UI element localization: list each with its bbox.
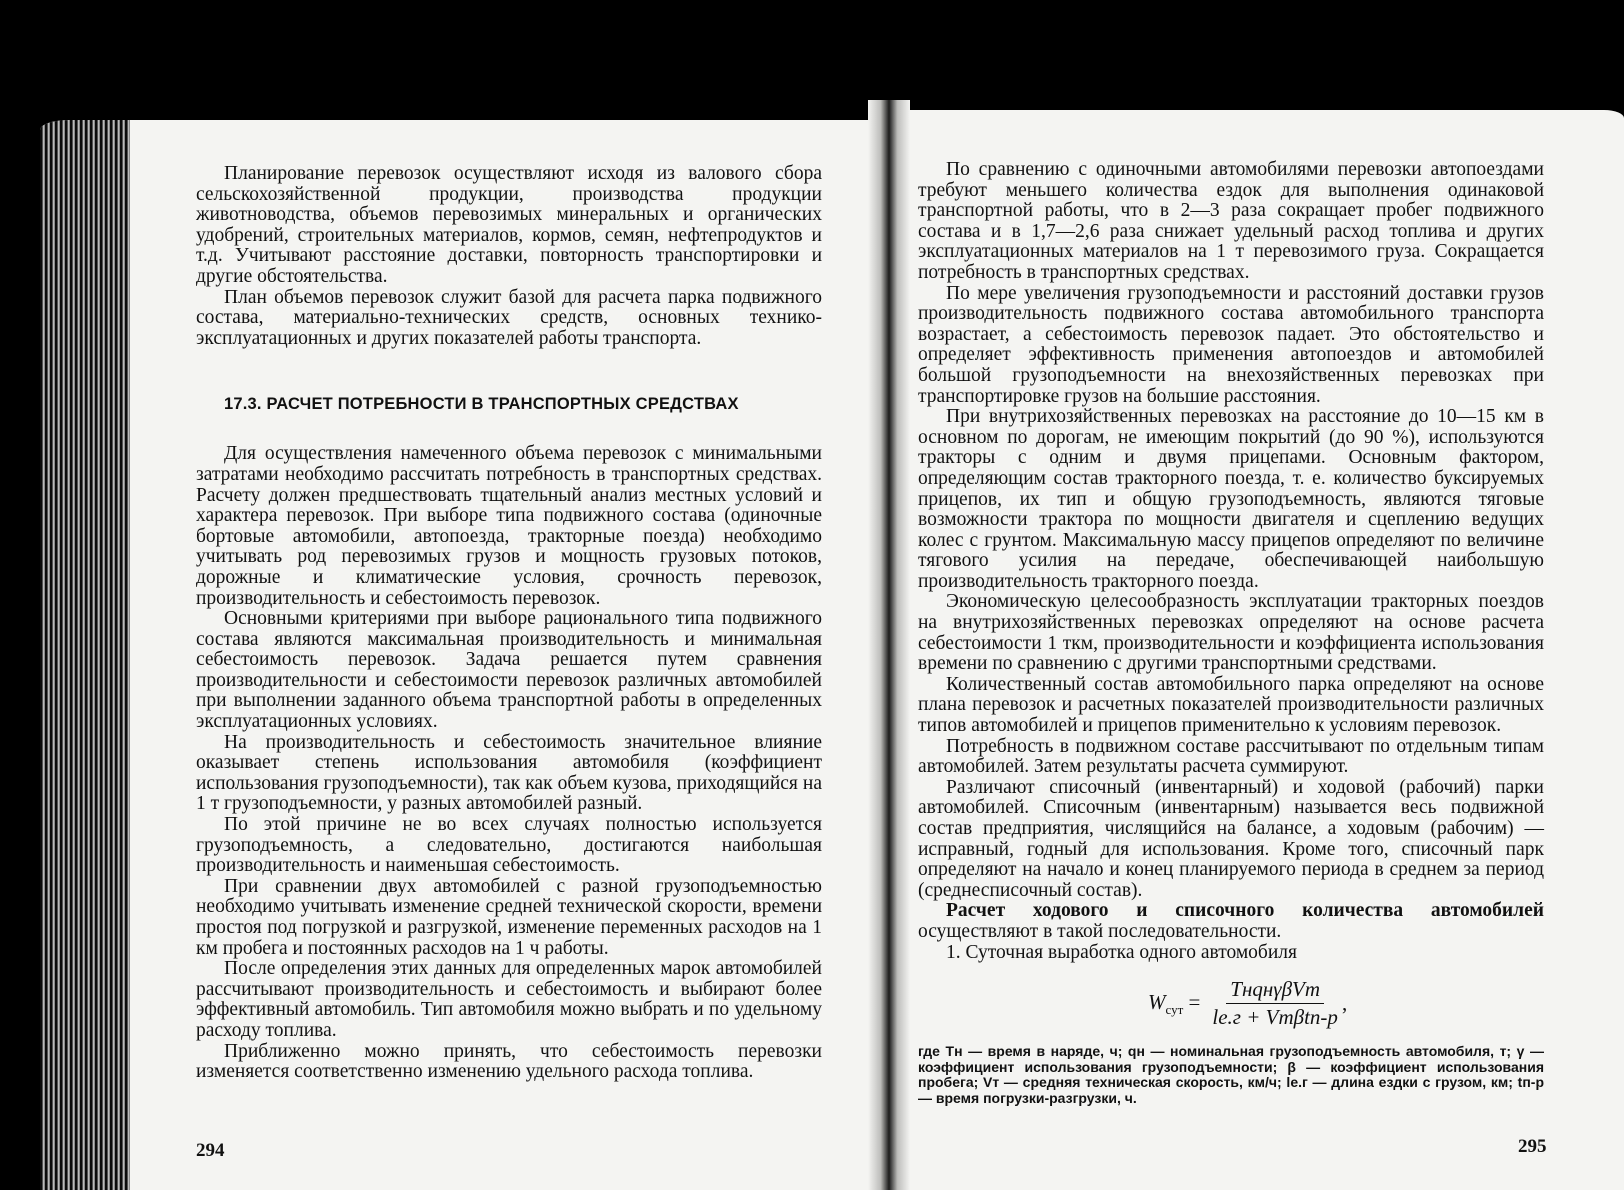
paragraph: Основными критериями при выборе рационального типа подвижного состава являются максимальная производительность и минимальная себестоимость перевозок. Задача решается путем сравнения производительности и себестоимости перевозок различных автомобилей при выполнении заданного объема транспортной работы в определенных эксплуатационных условиях.	[196, 608, 822, 733]
paragraph: По мере увеличения грузоподъемности и расстояний доставки грузов производительность подвижного состава автомобильного транспорта возрастает, а себестоимость перевозок падает. Это обстоятельство и определяет эффективность применения автопоездов и автомобилей большой грузоподъемности на внехозяйственных перевозках при транспортировке грузов на большие расстояния.	[918, 282, 1544, 407]
paragraph: Для осуществления намеченного объема перевозок с минимальными затратами необходимо рассчитать потребность в транспортных средствах. Расчету должен предшествовать тщательный анализ местных условий и характера перевозок. При выборе типа подвижного состава (одиночные бортовые автомобили, автопоезда, тракторные поезда) необходимо учитывать род перевозимых грузов и мощность грузовых потоков, дорожные и климатические условия, срочность перевозок, производительность и себестоимость перевозок.	[196, 443, 822, 609]
paragraph: После определения этих данных для определенных марок автомобилей рассчитывают производительность и себестоимость и выбирают более эффективный автомобиль. Тип автомобиля можно выбрать и по удельному расходу топлива.	[196, 958, 822, 1041]
bold-lead-rest: осуществляют в такой последовательности.	[918, 920, 1282, 942]
page-number-left: 294	[196, 1140, 225, 1161]
right-column	[918, 160, 1544, 1106]
paragraph-bold-lead	[918, 901, 1544, 942]
section-title: 17.3. РАСЧЕТ ПОТРЕБНОСТИ В ТРАНСПОРТНЫХ СРЕДСТВАХ	[224, 395, 739, 414]
formula	[1148, 977, 1544, 1030]
formula-fraction	[1208, 977, 1342, 1030]
page-number-right: 295	[1518, 1136, 1547, 1157]
left-column	[196, 164, 822, 1083]
paragraph: Приближенно можно принять, что себестоимость перевозки изменяется соответственно изменению удельного расхода топлива.	[196, 1040, 822, 1083]
paragraph: Планирование перевозок осуществляют исходя из валового сбора сельскохозяйственной продукции, производства продукции животноводства, объемов перевозимых минеральных и органических удобрений, строительных материалов, кормов, семян, нефтепродуктов и т.д. Учитывают расстояние доставки, повторность транспортировки и другие обстоятельства.	[196, 163, 822, 287]
formula-numerator: TнqнγβVт	[1226, 977, 1324, 1004]
page-edges	[40, 120, 130, 1190]
formula-lhs: $W_{сут}$ =	[1148, 989, 1201, 1017]
paragraph: Экономическую целесообразность эксплуатации тракторных поездов на внутрихозяйственных перевозках определяют на основе расчета себестоимости 1 ткм, производительности и коэффициента использования времени по сравнению с другими транспортными средствами.	[918, 591, 1544, 675]
paragraph: При сравнении двух автомобилей с разной грузоподъемностью необходимо учитывать изменение средней технической скорости, времени простоя под погрузкой и разгрузкой, изменение переменных расходов на 1 км пробега и постоянных расходов на 1 ч работы.	[196, 875, 822, 959]
paragraph: По сравнению с одиночными автомобилями перевозки автопоездами требуют меньшего количества ездок для выполнения одинаковой транспортной работы, что в 2—3 раза сокращает пробег подвижного состава и в 1,7—2,6 раза снижает удельный расход топлива и других эксплуатационных материалов на 1 т перевозимого груза. Сокращается потребность в транспортных средствах.	[918, 159, 1544, 283]
book-gutter	[868, 100, 910, 1190]
step-1: 1. Суточная выработка одного автомобиля	[946, 941, 1297, 963]
paragraph: Количественный состав автомобильного парка определяют на основе плана перевозок и расчетных показателей производительности различных типов автомобилей и прицепов применительно к условиям перевозок.	[918, 673, 1544, 737]
paragraph: При внутрихозяйственных перевозках на расстояние до 10—15 км в основном по дорогам, не имеющим покрытий (до 90 %), используются тракторы с одним и двумя прицепами. Основным фактором, определяющим состав тракторного поезда, т. е. количество буксируемых прицепов, их тип и общую грузоподъемность, являются тяговые возможности трактора по мощности двигателя и сцеплению ведущих колес с грунтом. Максимальную массу прицепов определяют по величине тягового усилия на передаче, обеспечивающей наибольшую производительность тракторного поезда.	[918, 406, 1544, 592]
formula-denominator: lе.г + Vтβtп-р	[1212, 1005, 1338, 1030]
footnote: где Tн — время в наряде, ч; qн — номинальная грузоподъемность автомобиля, т; γ — коэффициент использования грузоподъемности; β — коэффициент использования пробега; Vт — средняя техническая скорость, км/ч; lе.г — длина ездки с грузом, км; tп-р — время погрузки-разгрузки, ч.	[918, 1043, 1544, 1106]
paragraph: План объемов перевозок служит базой для расчета парка подвижного состава, материально-технических средств, основных технико-эксплуатационных и других показателей работы транспорта.	[196, 286, 822, 349]
paragraph: По этой причине не во всех случаях полностью используется грузоподъемность, а следовательно, достигаются наибольшая производительность и наименьшая себестоимость.	[196, 814, 822, 877]
bold-lead-text: Расчет ходового и списочного количества автомобилей	[946, 900, 1544, 922]
paragraph: Потребность в подвижном составе рассчитывают по отдельным типам автомобилей. Затем результаты расчета суммируют.	[918, 735, 1544, 778]
paragraph: Различают списочный (инвентарный) и ходовой (рабочий) парки автомобилей. Списочным (инвентарным) называется весь подвижной состав предприятия, числящийся на балансе, а ходовым (рабочим) — исправный, годный для использования. Кроме того, списочный парк определяют на начало и конец планируемого периода в среднем за период (среднесписочный состав).	[918, 776, 1544, 901]
formula-trail: ,	[1341, 991, 1348, 1016]
paragraph: На производительность и себестоимость значительное влияние оказывает степень использования автомобиля (коэффициент использования грузоподъемности), так как объем кузова, приходящийся на 1 т грузоподъемности, у разных автомобилей разный.	[196, 731, 822, 815]
